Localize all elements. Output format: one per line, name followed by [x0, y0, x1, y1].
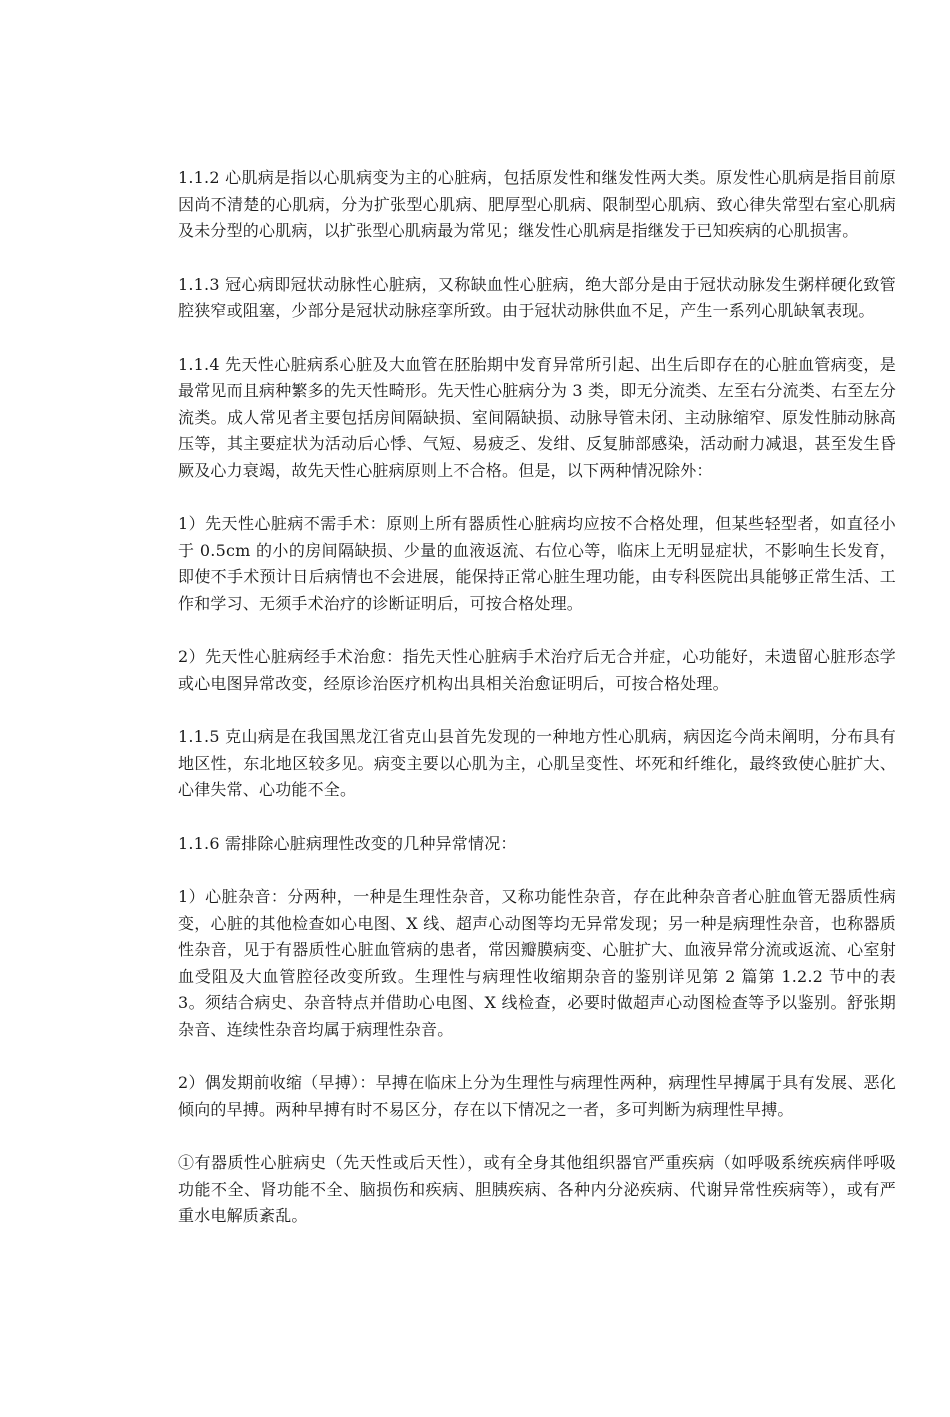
exception-2-paragraph: 2）先天性心脏病经手术治愈：指先天性心脏病手术治疗后无合并症，心功能好，未遗留心脏形态学或心电图异常改变，经原诊治医疗机构出具相关治愈证明后，可按合格处理。: [178, 647, 896, 693]
exception-1-paragraph: 1）先天性心脏病不需手术：原则上所有器质性心脏病均应按不合格处理，但某些轻型者，如直径小于 0.5cm 的小的房间隔缺损、少量的血液返流、右位心等，临床上无明显症状，不影响生长发育，即使不手术预计日后病情也不会进展，能保持正常心脏生理功能，由专科医院出具能够正常生活、工作和学习、无须手术治疗的诊断证明后，可按合格处理。: [178, 514, 896, 613]
section-1-1-5-paragraph: 1.1.5 克山病是在我国黑龙江省克山县首先发现的一种地方性心肌病，病因迄今尚未阐明，分布具有地区性，东北地区较多见。病变主要以心肌为主，心肌呈变性、坏死和纤维化，最终致使心脏扩大、心律失常、心功能不全。: [178, 727, 896, 799]
section-1-1-4-paragraph: 1.1.4 先天性心脏病系心脏及大血管在胚胎期中发育异常所引起、出生后即存在的心脏血管病变，是最常见而且病种繁多的先天性畸形。先天性心脏病分为 3 类，即无分流类、左至右分流类、右至左分流类。成人常见者主要包括房间隔缺损、室间隔缺损、动脉导管未闭、主动脉缩窄、原发性肺动脉高压等，其主要症状为活动后心悸、气短、易疲乏、发绀、反复肺部感染，活动耐力减退，甚至发生昏厥及心力衰竭，故先天性心脏病原则上不合格。但是，以下两种情况除外：: [178, 354, 896, 480]
document-body: [178, 165, 896, 1257]
section-1-1-6-heading: 1.1.6 需排除心脏病理性改变的几种异常情况：: [178, 833, 517, 853]
section-1-1-2-paragraph: 1.1.2 心肌病是指以心肌病变为主的心脏病，包括原发性和继发性两大类。原发性心肌病是指目前原因尚不清楚的心肌病，分为扩张型心肌病、肥厚型心肌病、限制型心肌病、致心律失常型右室心肌病及未分型的心肌病，以扩张型心肌病最为常见；继发性心肌病是指继发于已知疾病的心肌损害。: [178, 168, 896, 240]
premature-beat-paragraph: 2）偶发期前收缩（早搏）：早搏在临床上分为生理性与病理性两种，病理性早搏属于具有发展、恶化倾向的早搏。两种早搏有时不易区分，存在以下情况之一者，多可判断为病理性早搏。: [178, 1073, 896, 1119]
condition-1-paragraph: ①有器质性心脏病史（先天性或后天性），或有全身其他组织器官严重疾病（如呼吸系统疾病伴呼吸功能不全、肾功能不全、脑损伤和疾病、胆胰疾病、各种内分泌疾病、代谢异常性疾病等），或有严重水电解质紊乱。: [178, 1153, 896, 1225]
section-1-1-3-paragraph: 1.1.3 冠心病即冠状动脉性心脏病，又称缺血性心脏病，绝大部分是由于冠状动脉发生粥样硬化致管腔狭窄或阻塞，少部分是冠状动脉痉挛所致。由于冠状动脉供血不足，产生一系列心肌缺氧表现。: [178, 274, 896, 320]
heart-murmur-paragraph: 1）心脏杂音：分两种，一种是生理性杂音，又称功能性杂音，存在此种杂音者心脏血管无器质性病变，心脏的其他检查如心电图、X 线、超声心动图等均无异常发现；另一种是病理性杂音，也称器质性杂音，见于有器质性心脏血管病的患者，常因瓣膜病变、心脏扩大、血液异常分流或返流、心室射血受阻及大血管腔径改变所致。生理性与病理性收缩期杂音的鉴别详见第 2 篇第 1.2.2 节中的表 3。须结合病史、杂音特点并借助心电图、X 线检查，必要时做超声心动图检查等予以鉴别。舒张期杂音、连续性杂音均属于病理性杂音。: [178, 887, 896, 1039]
